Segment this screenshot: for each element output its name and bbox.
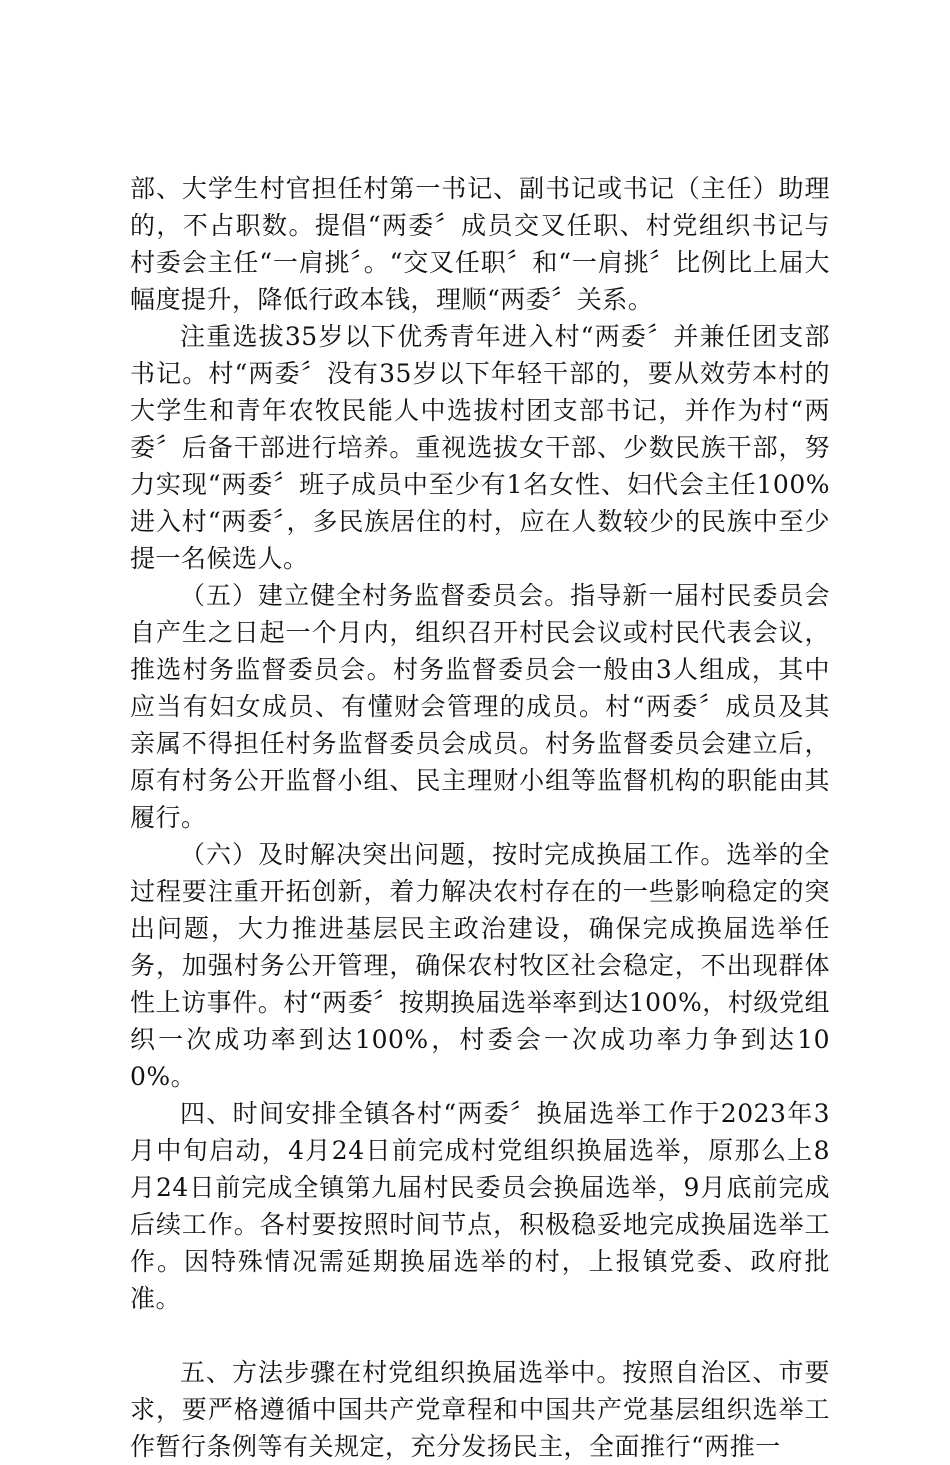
paragraph-method-steps: 五、方法步骤在村党组织换届选举中。按照自治区、市要求，要严格遵循中国共产党章程和中国共产党基层组织选举工作暂行条例等有关规定，充分发扬民主，全面推行“两推一 [130, 1358, 830, 1461]
paragraph-section-five: （五）建立健全村务监督委员会。指导新一届村民委员会自产生之日起一个月内，组织召开村民会议或村民代表会议，推选村务监督委员会。村务监督委员会一般由3人组成，其中应当有妇女成员、有懂财会管理的成员。村“两委〞成员及其亲属不得担任村务监督委员会成员。村务监督委员会建立后，原有村务公开监督小组、民主理财小组等监督机构的职能由其履行。 [130, 581, 830, 832]
document-body [130, 170, 830, 1465]
paragraph-section-six: （六）及时解决突出问题，按时完成换届工作。选举的全过程要注重开拓创新，着力解决农村存在的一些影响稳定的突出问题，大力推进基层民主政治建设，确保完成换届选举任务，加强村务公开管理，确保农村牧区社会稳定，不出现群体性上访事件。村“两委〞按期换届选举率到达100%，村级党组织一次成功率到达100%，村委会一次成功率力争到达100%。 [130, 840, 830, 1091]
paragraph-time-arrangement: 四、时间安排全镇各村“两委〞换届选举工作于2023年3月中旬启动，4月24日前完成村党组织换届选举，原那么上8月24日前完成全镇第九届村民委员会换届选举，9月底前完成后续工作。各村要按照时间节点，积极稳妥地完成换届选举工作。因特殊情况需延期换届选举的村，上报镇党委、政府批准。 [130, 1099, 830, 1313]
paragraph-youth-selection: 注重选拔35岁以下优秀青年进入村“两委〞并兼任团支部书记。村“两委〞没有35岁以下年轻干部的，要从效劳本村的大学生和青年农牧民能人中选拔村团支部书记，并作为村“两委〞后备干部进行培养。重视选拔女干部、少数民族干部，努力实现“两委〞班子成员中至少有1名女性、妇代会主任100%进入村“两委〞，多民族居住的村，应在人数较少的民族中至少提一名候选人。 [130, 322, 830, 573]
paragraph-continuation: 部、大学生村官担任村第一书记、副书记或书记（主任）助理的，不占职数。提倡“两委〞成员交叉任职、村党组织书记与村委会主任“一肩挑〞。“交叉任职〞和“一肩挑〞比例比上届大幅度提升，降低行政本钱，理顺“两委〞关系。 [130, 174, 830, 314]
